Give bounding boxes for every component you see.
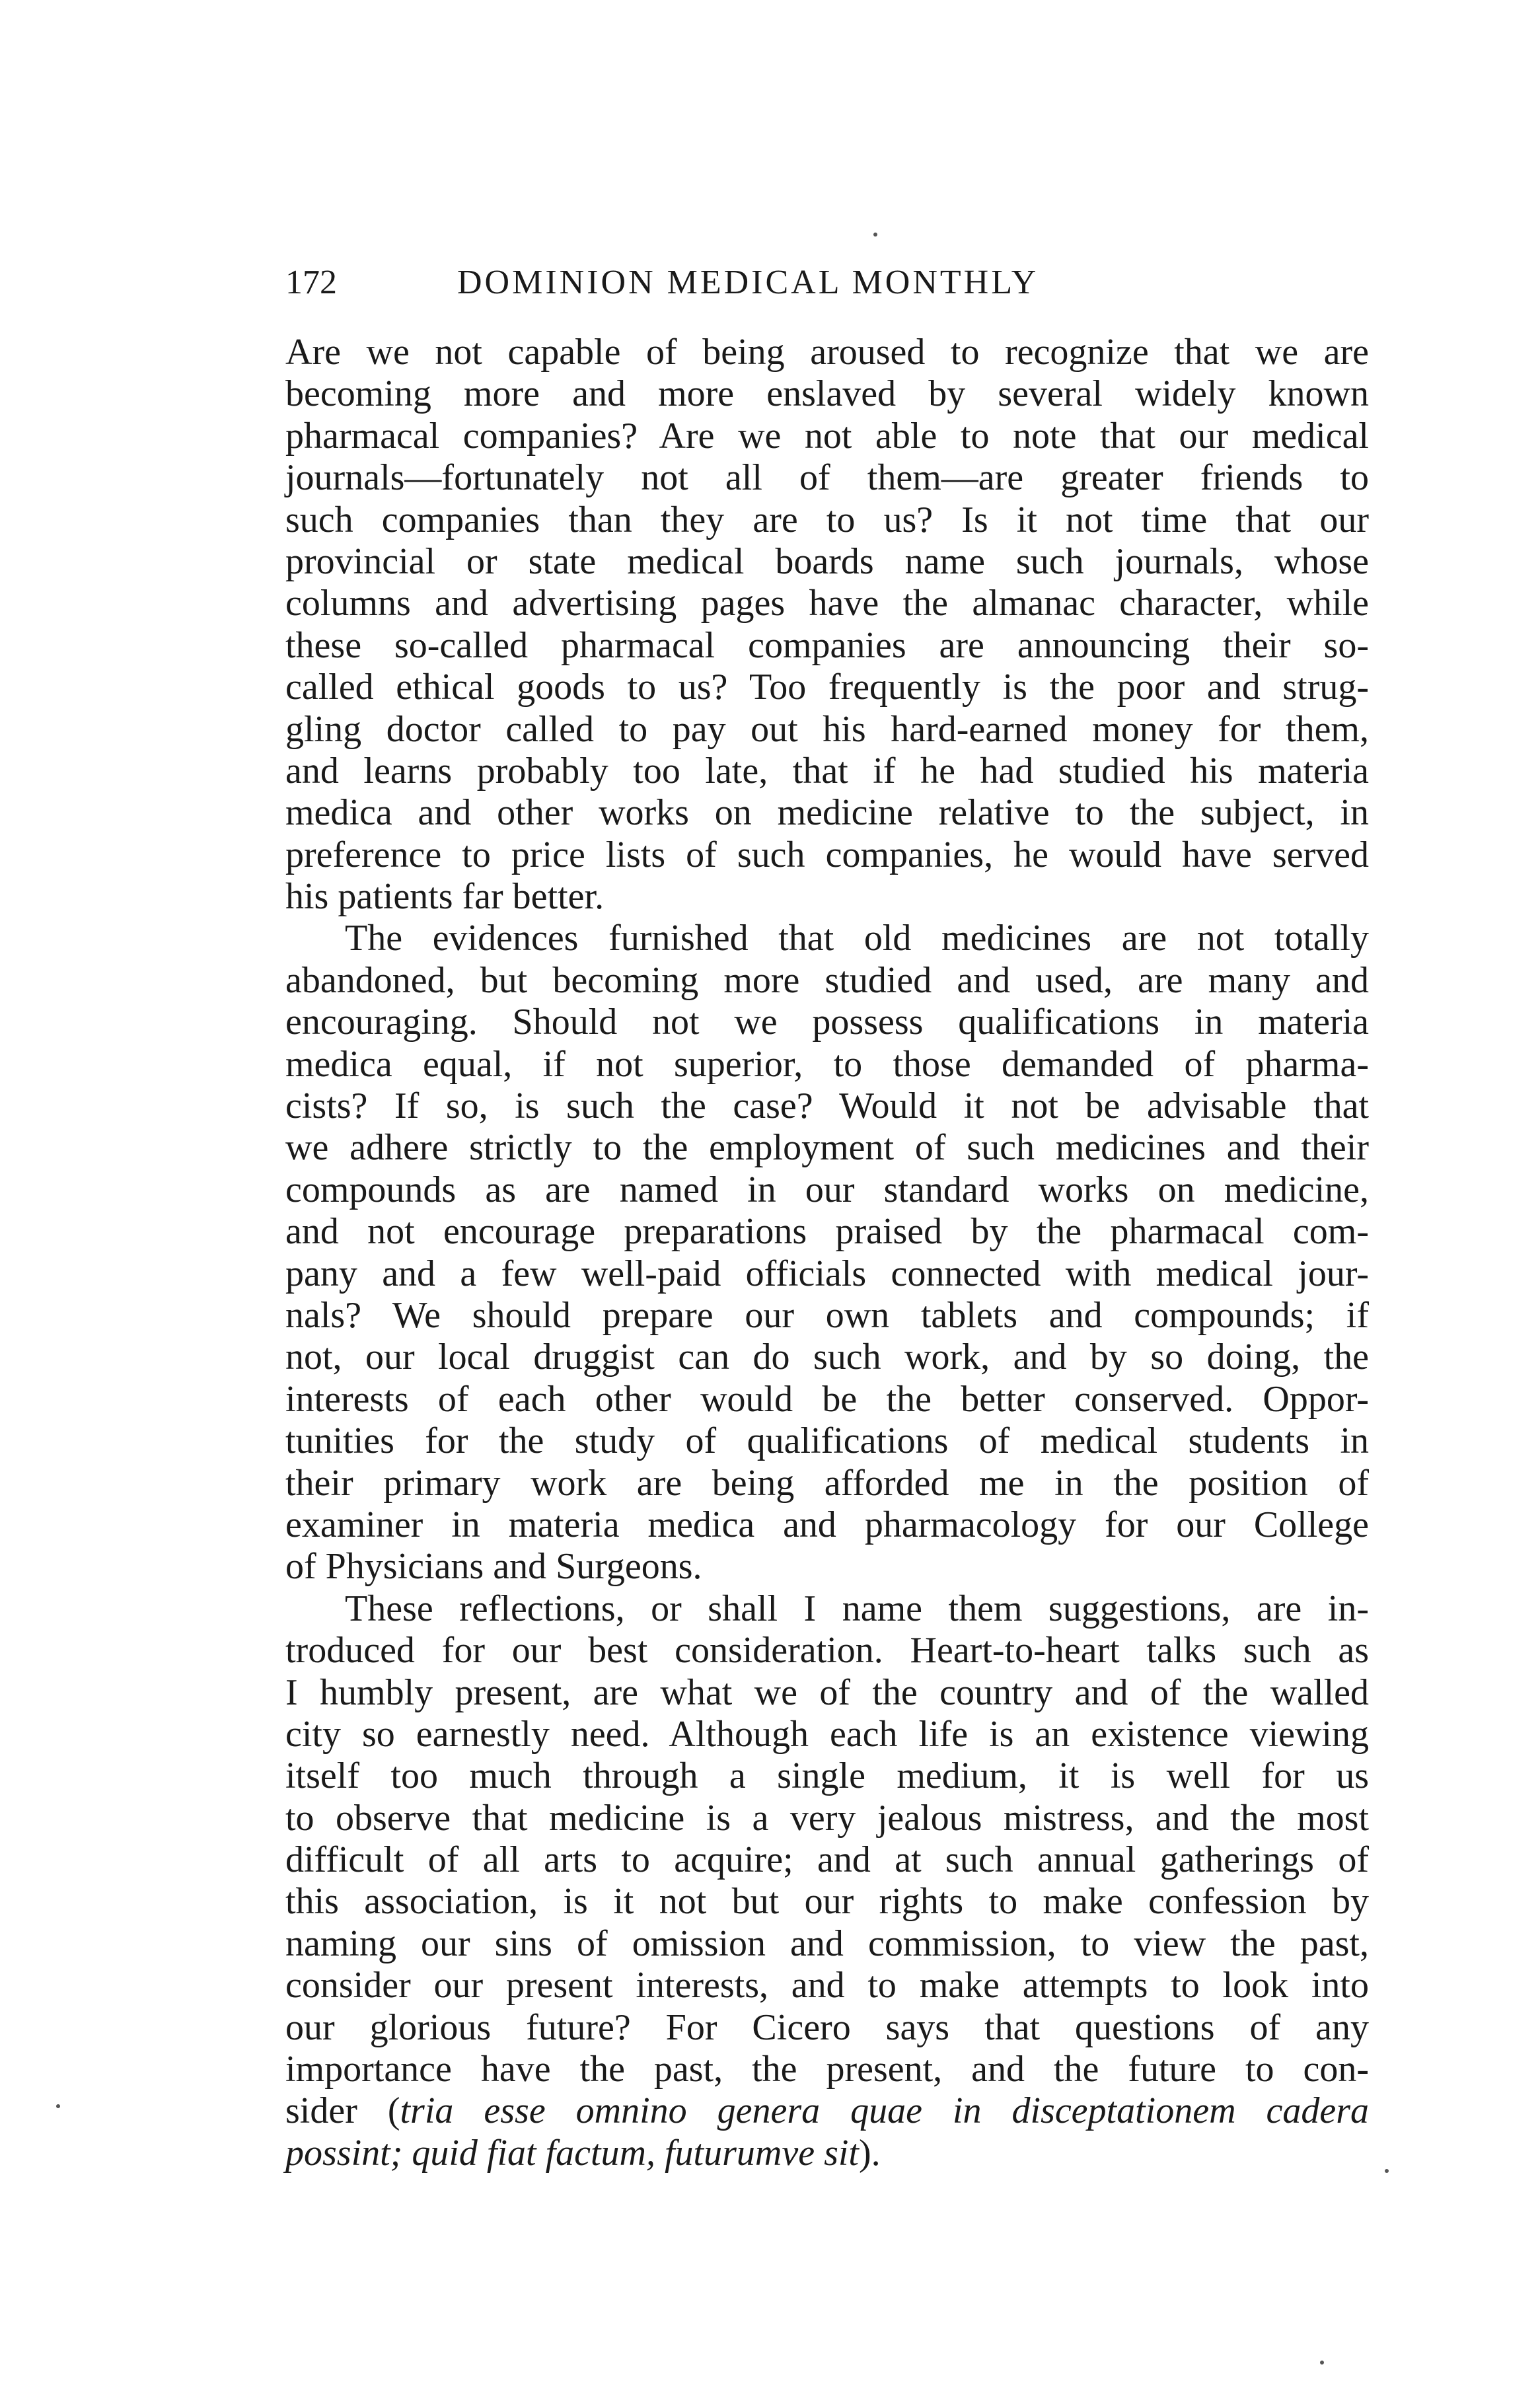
scan-speck — [1385, 2169, 1389, 2173]
text-line: called ethical goods to us? Too frequently is the poor and strug- — [285, 667, 1369, 708]
text-line: naming our sins of omission and commission, to view the past, — [285, 1923, 1369, 1964]
text-line: gling doctor called to pay out his hard-earned money for them, — [285, 708, 1369, 750]
text-line — [285, 2090, 1369, 2132]
text-line: city so earnestly need. Although each life is an existence viewing — [285, 1713, 1369, 1755]
text-line: our glorious future? For Cicero says that questions of any — [285, 2006, 1369, 2048]
text-line: tunities for the study of qualifications of medical students in — [285, 1420, 1369, 1462]
text-line: interests of each other would be the better conserved. Oppor- — [285, 1378, 1369, 1420]
text-line: pany and a few well-paid officials connected with medical jour- — [285, 1253, 1369, 1294]
text-line: this association, is it not but our rights to make confession by — [285, 1881, 1369, 1923]
text-line: examiner in materia medica and pharmacology for our College — [285, 1504, 1369, 1545]
running-head — [285, 263, 1369, 309]
text-line: nals? We should prepare our own tablets and compounds; if — [285, 1294, 1369, 1336]
text-line: troduced for our best consideration. Heart-to-heart talks such as — [285, 1630, 1369, 1671]
text-line: Are we not capable of being aroused to recognize that we are — [285, 332, 1369, 373]
scan-speck — [1320, 2361, 1324, 2365]
text-line: preference to price lists of such companies, he would have served — [285, 834, 1369, 875]
text-line: provincial or state medical boards name such journals, whose — [285, 540, 1369, 582]
text-line: compounds as are named in our standard works on medicine, — [285, 1169, 1369, 1210]
text-line: of Physicians and Surgeons. — [285, 1546, 702, 1588]
paragraph-first-line: The evidences furnished that old medicines are not totally — [345, 918, 1369, 959]
scan-speck — [873, 233, 877, 237]
text-line: his patients far better. — [285, 876, 605, 918]
body-text — [285, 332, 1369, 2174]
journal-title: DOMINION MEDICAL MONTHLY — [457, 264, 1039, 301]
text-line: these so-called pharmacal companies are announcing their so- — [285, 624, 1369, 666]
text-line: their primary work are being afforded me in the position of — [285, 1462, 1369, 1504]
text-line: medica equal, if not superior, to those demanded of pharma- — [285, 1043, 1369, 1085]
text-line: not, our local druggist can do such work, and by so doing, the — [285, 1337, 1369, 1378]
scan-speck — [56, 2104, 60, 2108]
closing-line-end: ). — [858, 2132, 881, 2174]
text-line — [285, 2133, 1369, 2174]
text-line: abandoned, but becoming more studied and used, are many and — [285, 959, 1369, 1001]
text-line: to observe that medicine is a very jealous mistress, and the most — [285, 1797, 1369, 1839]
text-line: and learns probably too late, that if he had studied his materia — [285, 750, 1369, 791]
text-line: columns and advertising pages have the almanac character, while — [285, 583, 1369, 624]
text-line: journals—fortunately not all of them—are greater friends to — [285, 457, 1369, 499]
latin-quotation: tria esse omnino genera quae in disceptationem cadera — [400, 2090, 1369, 2132]
text-line: itself too much through a single medium, it is well for us — [285, 1755, 1369, 1797]
text-line: and not encourage preparations praised by the pharmacal com- — [285, 1211, 1369, 1253]
text-line: I humbly present, are what we of the country and of the walled — [285, 1671, 1369, 1713]
text-line: such companies than they are to us? Is it not time that our — [285, 499, 1369, 540]
text-line: medica and other works on medicine relative to the subject, in — [285, 792, 1369, 834]
text-line: encouraging. Should not we possess qualifications in materia — [285, 1002, 1369, 1043]
text-line: difficult of all arts to acquire; and at such annual gatherings of — [285, 1839, 1369, 1881]
text-line: consider our present interests, and to make attempts to look into — [285, 1965, 1369, 2006]
text-line: becoming more and more enslaved by several widely known — [285, 373, 1369, 415]
text-line: cists? If so, is such the case? Would it not be advisable that — [285, 1085, 1369, 1127]
text-line: we adhere strictly to the employment of such medicines and their — [285, 1127, 1369, 1169]
text-line: importance have the past, the present, and the future to con- — [285, 2049, 1369, 2090]
text-line: pharmacal companies? Are we not able to note that our medical — [285, 415, 1369, 457]
paragraph-first-line: These reflections, or shall I name them suggestions, are in- — [345, 1588, 1369, 1629]
latin-quotation-end: possint; quid fiat factum, futurumve sit — [285, 2132, 859, 2174]
closing-line-start: sider ( — [285, 2090, 400, 2132]
page-number: 172 — [285, 264, 337, 301]
